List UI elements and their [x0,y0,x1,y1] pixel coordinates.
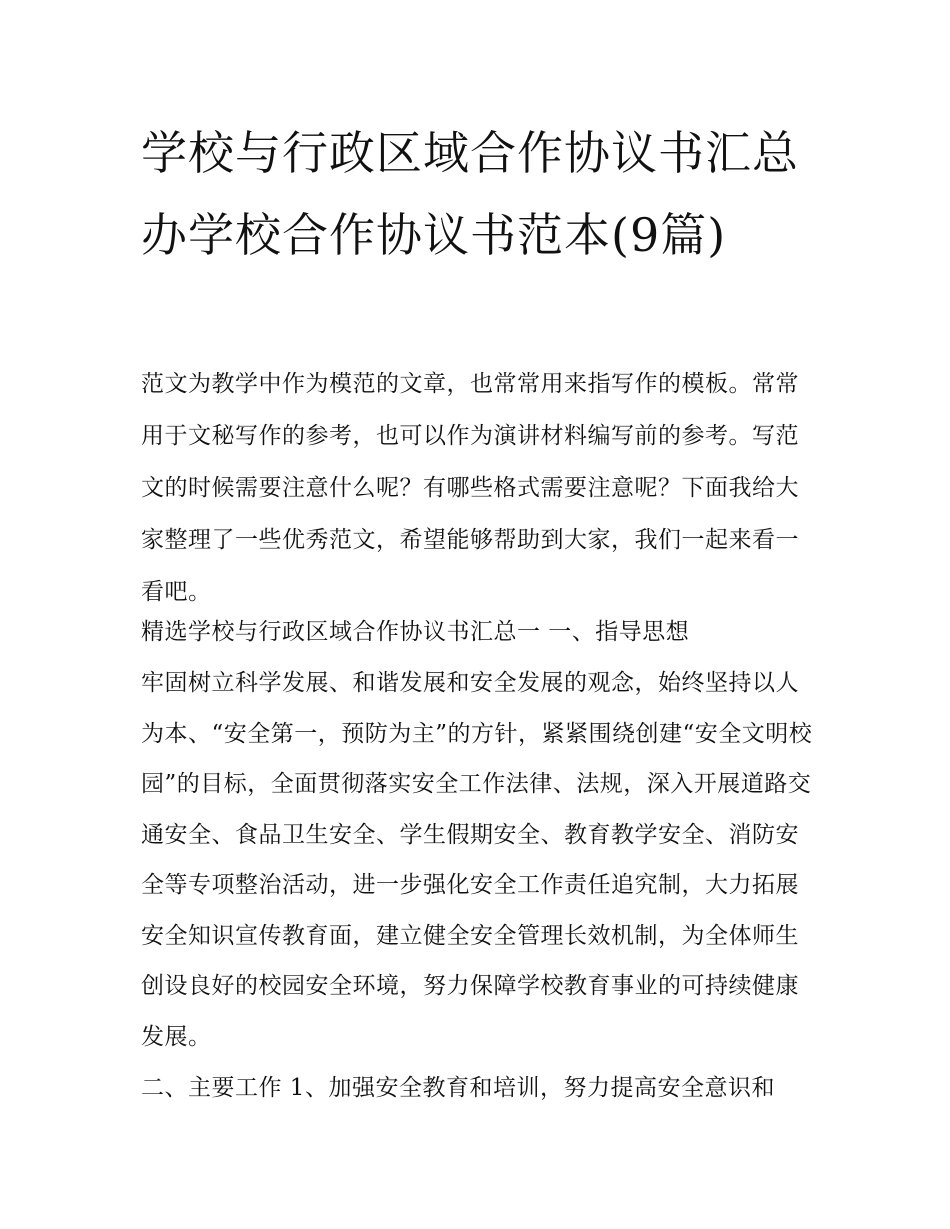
intro-paragraph: 范文为教学中作为模范的文章，也常常用来指写作的模板。常常用于文秘写作的参考，也可以作为演讲材料编写前的参考。写范文的时候需要注意什么呢？有哪些格式需要注意呢？下面我给大家整理了一些优秀范文，希望能够帮助到大家，我们一起来看一看吧。 [141,371,799,605]
section-heading: 精选学校与行政区域合作协议书汇总一 一、指导思想 [141,619,690,645]
trailing-line: 二、主要工作 1、加强安全教育和培训，努力提高安全意识和 [141,1075,775,1101]
document-title: 学校与行政区域合作协议书汇总 办学校合作协议书范本(9篇) [141,126,799,262]
body-paragraph: 牢固树立科学发展、和谐发展和安全发展的观念，始终坚持以人为本、“安全第一，预防为主”的方针，紧紧围绕创建“安全文明校园”的目标，全面贯彻落实安全工作法律、法规，深入开展道路交通安全、食品卫生安全、学生假期安全、教育教学安全、消防安全等专项整治活动，进一步强化安全工作责任追究制，大力拓展安全知识宣传教育面，建立健全安全管理长效机制，为全体师生创设良好的校园安全环境，努力保障学校教育事业的可持续健康发展。 [141,670,813,1050]
